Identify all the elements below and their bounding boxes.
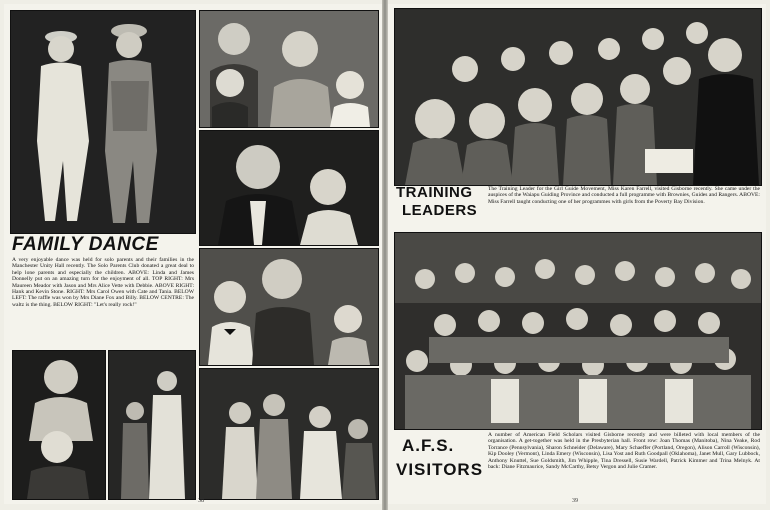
photo-mother-sons	[199, 248, 379, 366]
photo-rock	[199, 368, 379, 500]
photo-afs-group	[394, 232, 762, 430]
family-dance-caption: A very enjoyable dance was held for solo parents and their families in the Manchester Unity Hall recently. The Solo Parents Club donated a great deal to help lone parents and especially the children. ABOVE: Linda and James Donnelly put on an amazing turn for the enjoyment of all. TOP RIGHT: Mrs Maureen Meador with Jason and Mrs Alice Vette with Debbie. ABOVE RIGHT: Hank and Kevin Stone. RIGHT: Mrs Carol Owen with Cate and Tania. BELOW LEFT: The raffle was won by Mrs Diane Fox and Billy. BELOW CENTRE: The waltz is the thing. BELOW RIGHT: "Let's really rock!"	[12, 257, 194, 308]
right-page	[388, 4, 766, 504]
photo-raffle-winner	[12, 350, 106, 500]
photo-mothers-children	[199, 10, 379, 128]
family-dance-headline: FAMILY DANCE	[12, 234, 159, 255]
photo-man-boy	[199, 130, 379, 246]
guides-image	[395, 9, 761, 185]
dancers-image	[11, 11, 195, 233]
waltz-image	[109, 351, 195, 499]
left-page	[4, 4, 382, 504]
photo-waltz	[108, 350, 196, 500]
afs-headline-line2: VISITORS	[396, 460, 484, 479]
rock-image	[200, 369, 378, 499]
man-boy-image	[200, 131, 378, 245]
training-headline-line1: TRAINING	[396, 184, 473, 201]
raffle-winner-image	[13, 351, 105, 499]
mothers-children-image	[200, 11, 378, 127]
training-headline-line2: LEADERS	[402, 202, 478, 219]
training-caption: The Training Leader for the Girl Guide Movement, Miss Karen Farrell, visited Gisborne recently. She came under the auspices of the Waiapu Guiding Province and conducted a full programme with Brownies, Guides and Rangers. ABOVE: Miss Farrell taught conducting one of her programmes with girls from the Poverty Bay Division.	[488, 186, 760, 205]
photo-dancers	[10, 10, 196, 234]
afs-group-image	[395, 233, 761, 429]
left-page-number: 38	[198, 498, 204, 504]
afs-caption: A number of American Field Scholars visited Gisborne recently and were billeted with local members of the organisation. A get-together was held in the Presbyterian hall. Front row: Joan Thomas (Manitoba), Nina Yeake, Rod Torrance (Pennsylvania), Sharon Schneider (Delaware), Mary Schaeffer (Portland, Oregon), Alison Carroll (Wisconsin), Kip Dooley (Vermont), Linda Emery (Wisconsin), Lisa Yost and Ruth Goodpall (Oklahoma), Janet Mull, Gary Lubbock, Anthony Knuttel, Sue Goldsmith, Jim Whipple, Tina Dressell, Susie Wardell, Patrick Kimmer and Trina Melnyk. At back: Diane Fitzmaurice, Sandy McCarthy, Betsy Vergon and Julie Cramer.	[488, 432, 760, 471]
afs-headline-line1: A.F.S.	[402, 436, 455, 455]
right-page-number: 39	[572, 498, 578, 504]
photo-guides	[394, 8, 762, 186]
mother-sons-image	[200, 249, 378, 365]
